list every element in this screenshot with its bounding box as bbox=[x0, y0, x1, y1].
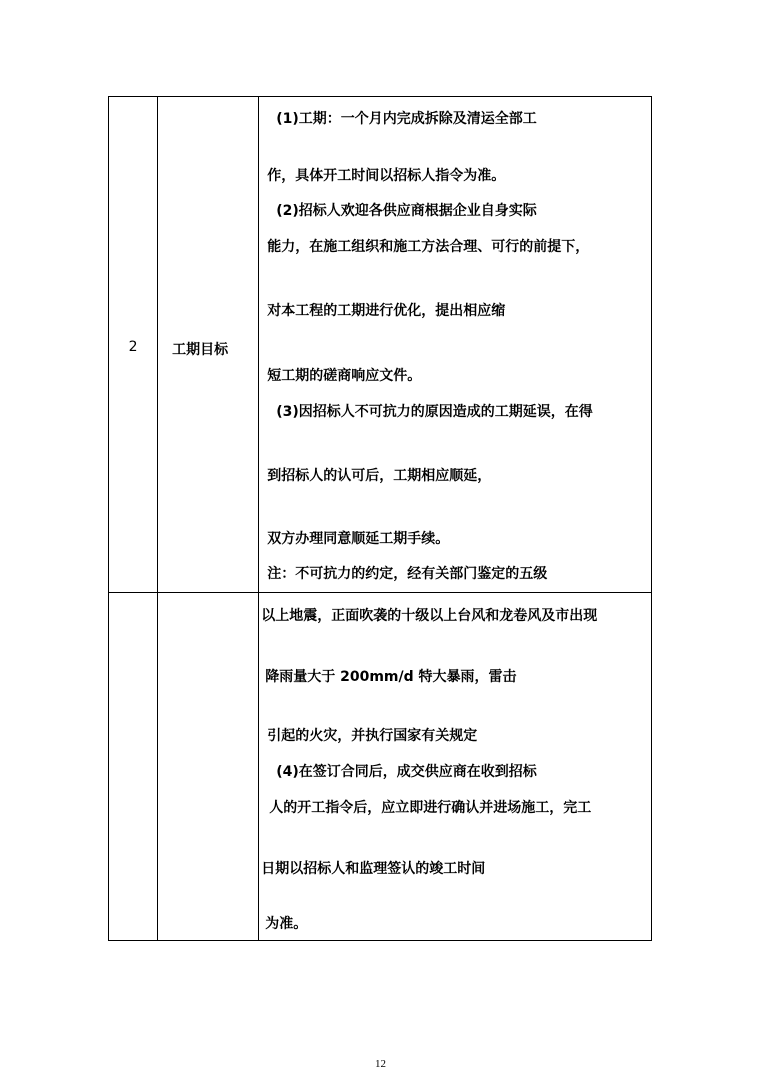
row-number: 2 bbox=[128, 339, 138, 355]
content-line: 能力，在施工组织和施工方法合理、可行的前提下， bbox=[267, 239, 590, 255]
item-cell bbox=[158, 97, 259, 593]
content-line: 引起的火灾，并执行国家有关规定 bbox=[267, 728, 478, 744]
table-row bbox=[109, 97, 652, 593]
row-number-cell bbox=[109, 97, 158, 593]
content-line: 降雨量大于 200mm/d 特大暴雨，雷击 bbox=[265, 669, 517, 685]
content-line: (4)在签订合同后，成交供应商在收到招标 bbox=[276, 764, 537, 780]
content-line: 作，具体开工时间以招标人指令为准。 bbox=[267, 168, 506, 184]
page-number: 12 bbox=[375, 1058, 386, 1070]
content-cell bbox=[259, 593, 652, 941]
content-cell bbox=[259, 97, 652, 593]
content-line: 双方办理同意顺延工期手续。 bbox=[267, 531, 450, 547]
content-line: 对本工程的工期进行优化，提出相应缩 bbox=[267, 303, 506, 319]
content-line: 以上地震，正面吹袭的十级以上台风和龙卷风及市出现 bbox=[261, 608, 598, 624]
content-line: 注：不可抗力的约定，经有关部门鉴定的五级 bbox=[267, 566, 548, 582]
content-line: (3)因招标人不可抗力的原因造成的工期延误，在得 bbox=[276, 404, 593, 420]
content-line: 到招标人的认可后，工期相应顺延， bbox=[267, 468, 492, 484]
content-line: 短工期的磋商响应文件。 bbox=[267, 368, 422, 384]
content-line: 日期以招标人和监理签认的竣工时间 bbox=[261, 861, 486, 877]
table-row bbox=[109, 593, 652, 941]
content-line: (1)工期：一个月内完成拆除及清运全部工 bbox=[276, 111, 537, 127]
content-line: 人的开工指令后，应立即进行确认并进场施工，完工 bbox=[269, 800, 592, 816]
row-number-cell bbox=[109, 593, 158, 941]
item-label: 工期目标 bbox=[172, 342, 229, 358]
content-line: (2)招标人欢迎各供应商根据企业自身实际 bbox=[276, 203, 537, 219]
content-line: 为准。 bbox=[265, 916, 308, 932]
item-cell bbox=[158, 593, 259, 941]
requirements-table bbox=[108, 96, 652, 941]
